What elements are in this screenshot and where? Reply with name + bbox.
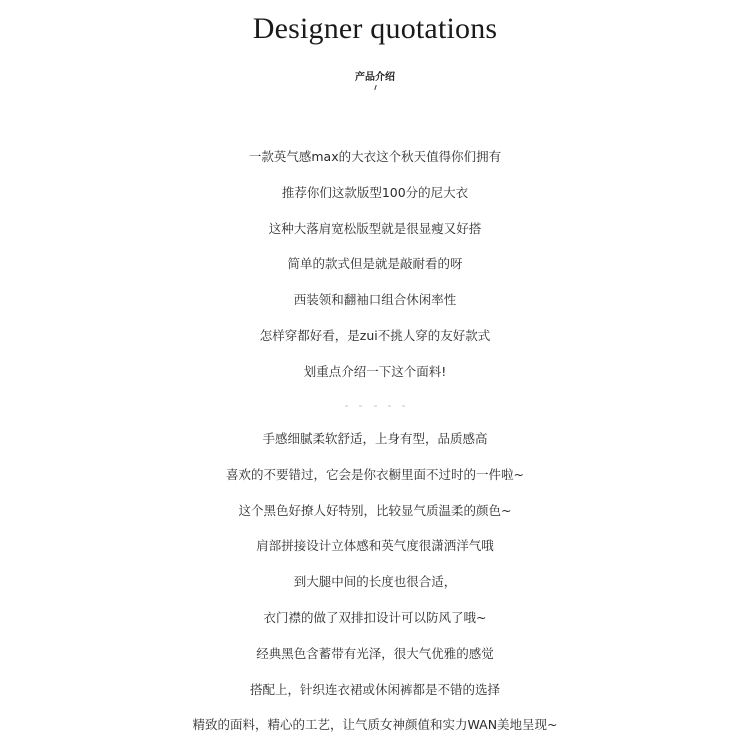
tick-mark: [374, 85, 376, 90]
text-line: 到大腿中间的长度也很合适，: [293, 574, 457, 590]
text-line: 手感细腻柔软舒适，上身有型，品质感高: [262, 431, 488, 446]
divider-dot: [388, 405, 391, 407]
divider-dot: [402, 405, 405, 407]
text-line: 这种大落肩宽松版型就是很显瘦又好搭: [268, 220, 482, 236]
divider-dot: [374, 405, 377, 407]
text-line: 肩部拼接设计立体感和英气度很潇洒洋气哦: [256, 538, 494, 554]
text-line: 简单的款式但是就是敲耐看的呀: [287, 256, 463, 272]
text-line: 喜欢的不要错过，它会是你衣橱里面不过时的一件啦~: [226, 466, 524, 482]
text-line: 精致的面料，精心的工艺，让气质女神颜值和实力WAN美地呈现~: [192, 717, 558, 733]
text-line: 怎样穿都好看，是zui不挑人穿的友好款式: [259, 327, 491, 343]
text-line: 推荐你们这款版型100分的尼大衣: [281, 184, 469, 200]
page-title: Designer quotations: [252, 12, 498, 45]
details-paragraph: [0, 432, 750, 754]
text-line: 一款英气感max的大衣这个秋天值得你们拥有: [248, 149, 502, 164]
text-line: 经典黑色含蓄带有光泽，很大气优雅的感觉: [256, 645, 494, 661]
text-line: 西装领和翻袖口组合休闲率性: [293, 292, 457, 308]
dotted-divider: [345, 405, 405, 407]
divider-dot: [345, 405, 348, 407]
text-line: 搭配上，针织连衣裙或休闲裤都是不错的选择: [249, 681, 500, 697]
intro-paragraph: [0, 150, 750, 401]
divider-dot: [359, 405, 362, 407]
section-subtitle: 产品介绍: [355, 72, 395, 83]
text-line: 衣门襟的做了双排扣设计可以防风了哦~: [263, 609, 487, 625]
text-line: 划重点介绍一下这个面料!: [303, 363, 447, 379]
text-line: 这个黑色好撩人好特别，比较显气质温柔的颜色~: [238, 502, 512, 518]
